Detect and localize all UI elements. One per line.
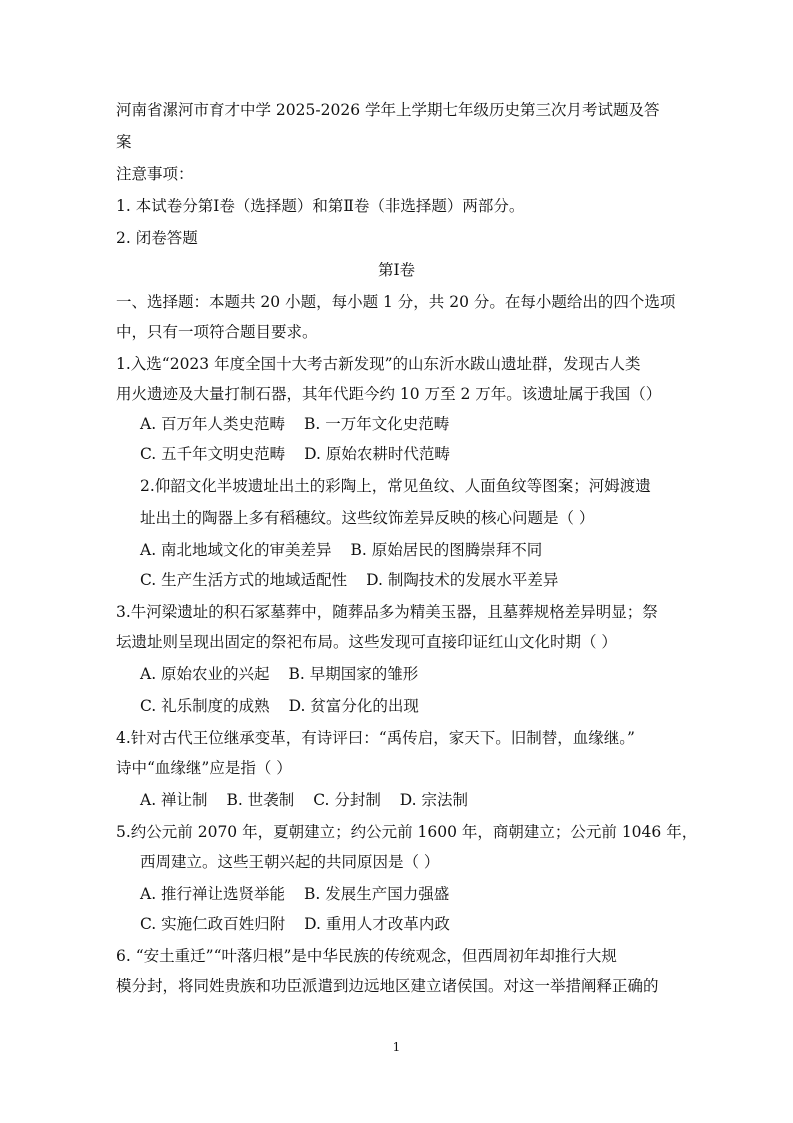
- doc-title-line2: 案: [116, 133, 132, 151]
- question-1-line1: 1.入选“2023 年度全国十大考古新发现”的山东沂水跋山遗址群，发现古人类: [116, 355, 641, 373]
- notice-item-2: 2. 闭卷答题: [116, 229, 198, 247]
- option-b: B. 早期国家的雏形: [288, 665, 419, 683]
- question-2-line1: 2.仰韶文化半坡遗址出土的彩陶上，常见鱼纹、人面鱼纹等图案；河姆渡遗: [140, 477, 651, 495]
- notice-heading: 注意事项：: [116, 165, 194, 183]
- question-5-line1: 5.约公元前 2070 年，夏朝建立；约公元前 1600 年，商朝建立；公元前 1046 年，: [116, 823, 698, 841]
- option-c: C. 五千年文明史范畴: [140, 445, 286, 463]
- section-instruction-line2: 中，只有一项符合题目要求。: [116, 323, 318, 341]
- option-d: D. 宗法制: [399, 791, 469, 809]
- option-b: B. 一万年文化史范畴: [304, 415, 450, 433]
- doc-title-line1: 河南省漯河市育才中学 2025-2026 学年上学期七年级历史第三次月考试题及答: [116, 101, 660, 119]
- question-5-line2: 西周建立。这些王朝兴起的共同原因是（ ）: [140, 853, 440, 871]
- page-number: 1: [392, 1040, 401, 1054]
- option-b: B. 世袭制: [226, 791, 295, 809]
- question-2-options-row1: [140, 540, 556, 560]
- option-a: A. 南北地域文化的审美差异: [140, 541, 332, 559]
- option-b: B. 发展生产国力强盛: [304, 885, 450, 903]
- question-1-line2: 用火遗迹及大量打制石器，其年代距今约 10 万至 2 万年。该遗址属于我国（）: [116, 385, 662, 403]
- question-3-line2: 坛遗址则呈现出固定的祭祀布局。这些发现可直接印证红山文化时期（ ）: [116, 633, 617, 651]
- question-6-line2: 模分封，将同姓贵族和功臣派遣到边远地区建立诸侯国。对这一举措阐释正确的: [116, 977, 659, 995]
- option-c: C. 分封制: [313, 791, 381, 809]
- option-c: C. 礼乐制度的成熟: [140, 697, 270, 715]
- option-a: A. 原始农业的兴起: [140, 665, 270, 683]
- question-4-line1: 4.针对古代王位继承变革，有诗评曰：“禹传启，家天下。旧制替，血缘继。”: [116, 729, 635, 747]
- question-5-options-row2: [140, 914, 464, 934]
- question-2-options-row2: [140, 570, 572, 590]
- option-d: D. 原始农耕时代范畴: [304, 445, 450, 463]
- option-a: A. 推行禅让选贤举能: [140, 885, 286, 903]
- option-a: A. 百万年人类史范畴: [140, 415, 286, 433]
- section-title: 第Ⅰ卷: [377, 261, 416, 279]
- option-d: D. 制陶技术的发展水平差异: [366, 571, 559, 589]
- question-2-line2: 址出土的陶器上多有稻穗纹。这些纹饰差异反映的核心问题是（ ）: [140, 509, 595, 527]
- question-3-line1: 3.牛河梁遗址的积石冢墓葬中，随葬品多为精美玉器，且墓葬规格差异明显；祭: [116, 603, 658, 621]
- option-c: C. 生产生活方式的地域适配性: [140, 571, 348, 589]
- option-d: D. 贫富分化的出现: [288, 697, 419, 715]
- question-4-options-row1: [140, 790, 482, 810]
- question-1-options-row1: [140, 414, 463, 434]
- notice-item-1: 1. 本试卷分第Ⅰ卷（选择题）和第Ⅱ卷（非选择题）两部分。: [116, 197, 525, 215]
- option-d: D. 重用人才改革内政: [304, 915, 450, 933]
- question-5-options-row1: [140, 884, 463, 904]
- option-c: C. 实施仁政百姓归附: [140, 915, 286, 933]
- question-3-options-row1: [140, 664, 432, 684]
- question-6-line1: 6. “安土重迁”“叶落归根”是中华民族的传统观念，但西周初年却推行大规: [116, 947, 617, 965]
- question-3-options-row2: [140, 696, 433, 716]
- option-b: B. 原始居民的图腾崇拜不同: [350, 541, 543, 559]
- option-a: A. 禅让制: [140, 791, 208, 809]
- question-4-line2: 诗中“血缘继”应是指（ ）: [116, 759, 292, 777]
- section-instruction-line1: 一、选择题：本题共 20 小题，每小题 1 分，共 20 分。在每小题给出的四个选项: [116, 293, 676, 311]
- question-1-options-row2: [140, 444, 464, 464]
